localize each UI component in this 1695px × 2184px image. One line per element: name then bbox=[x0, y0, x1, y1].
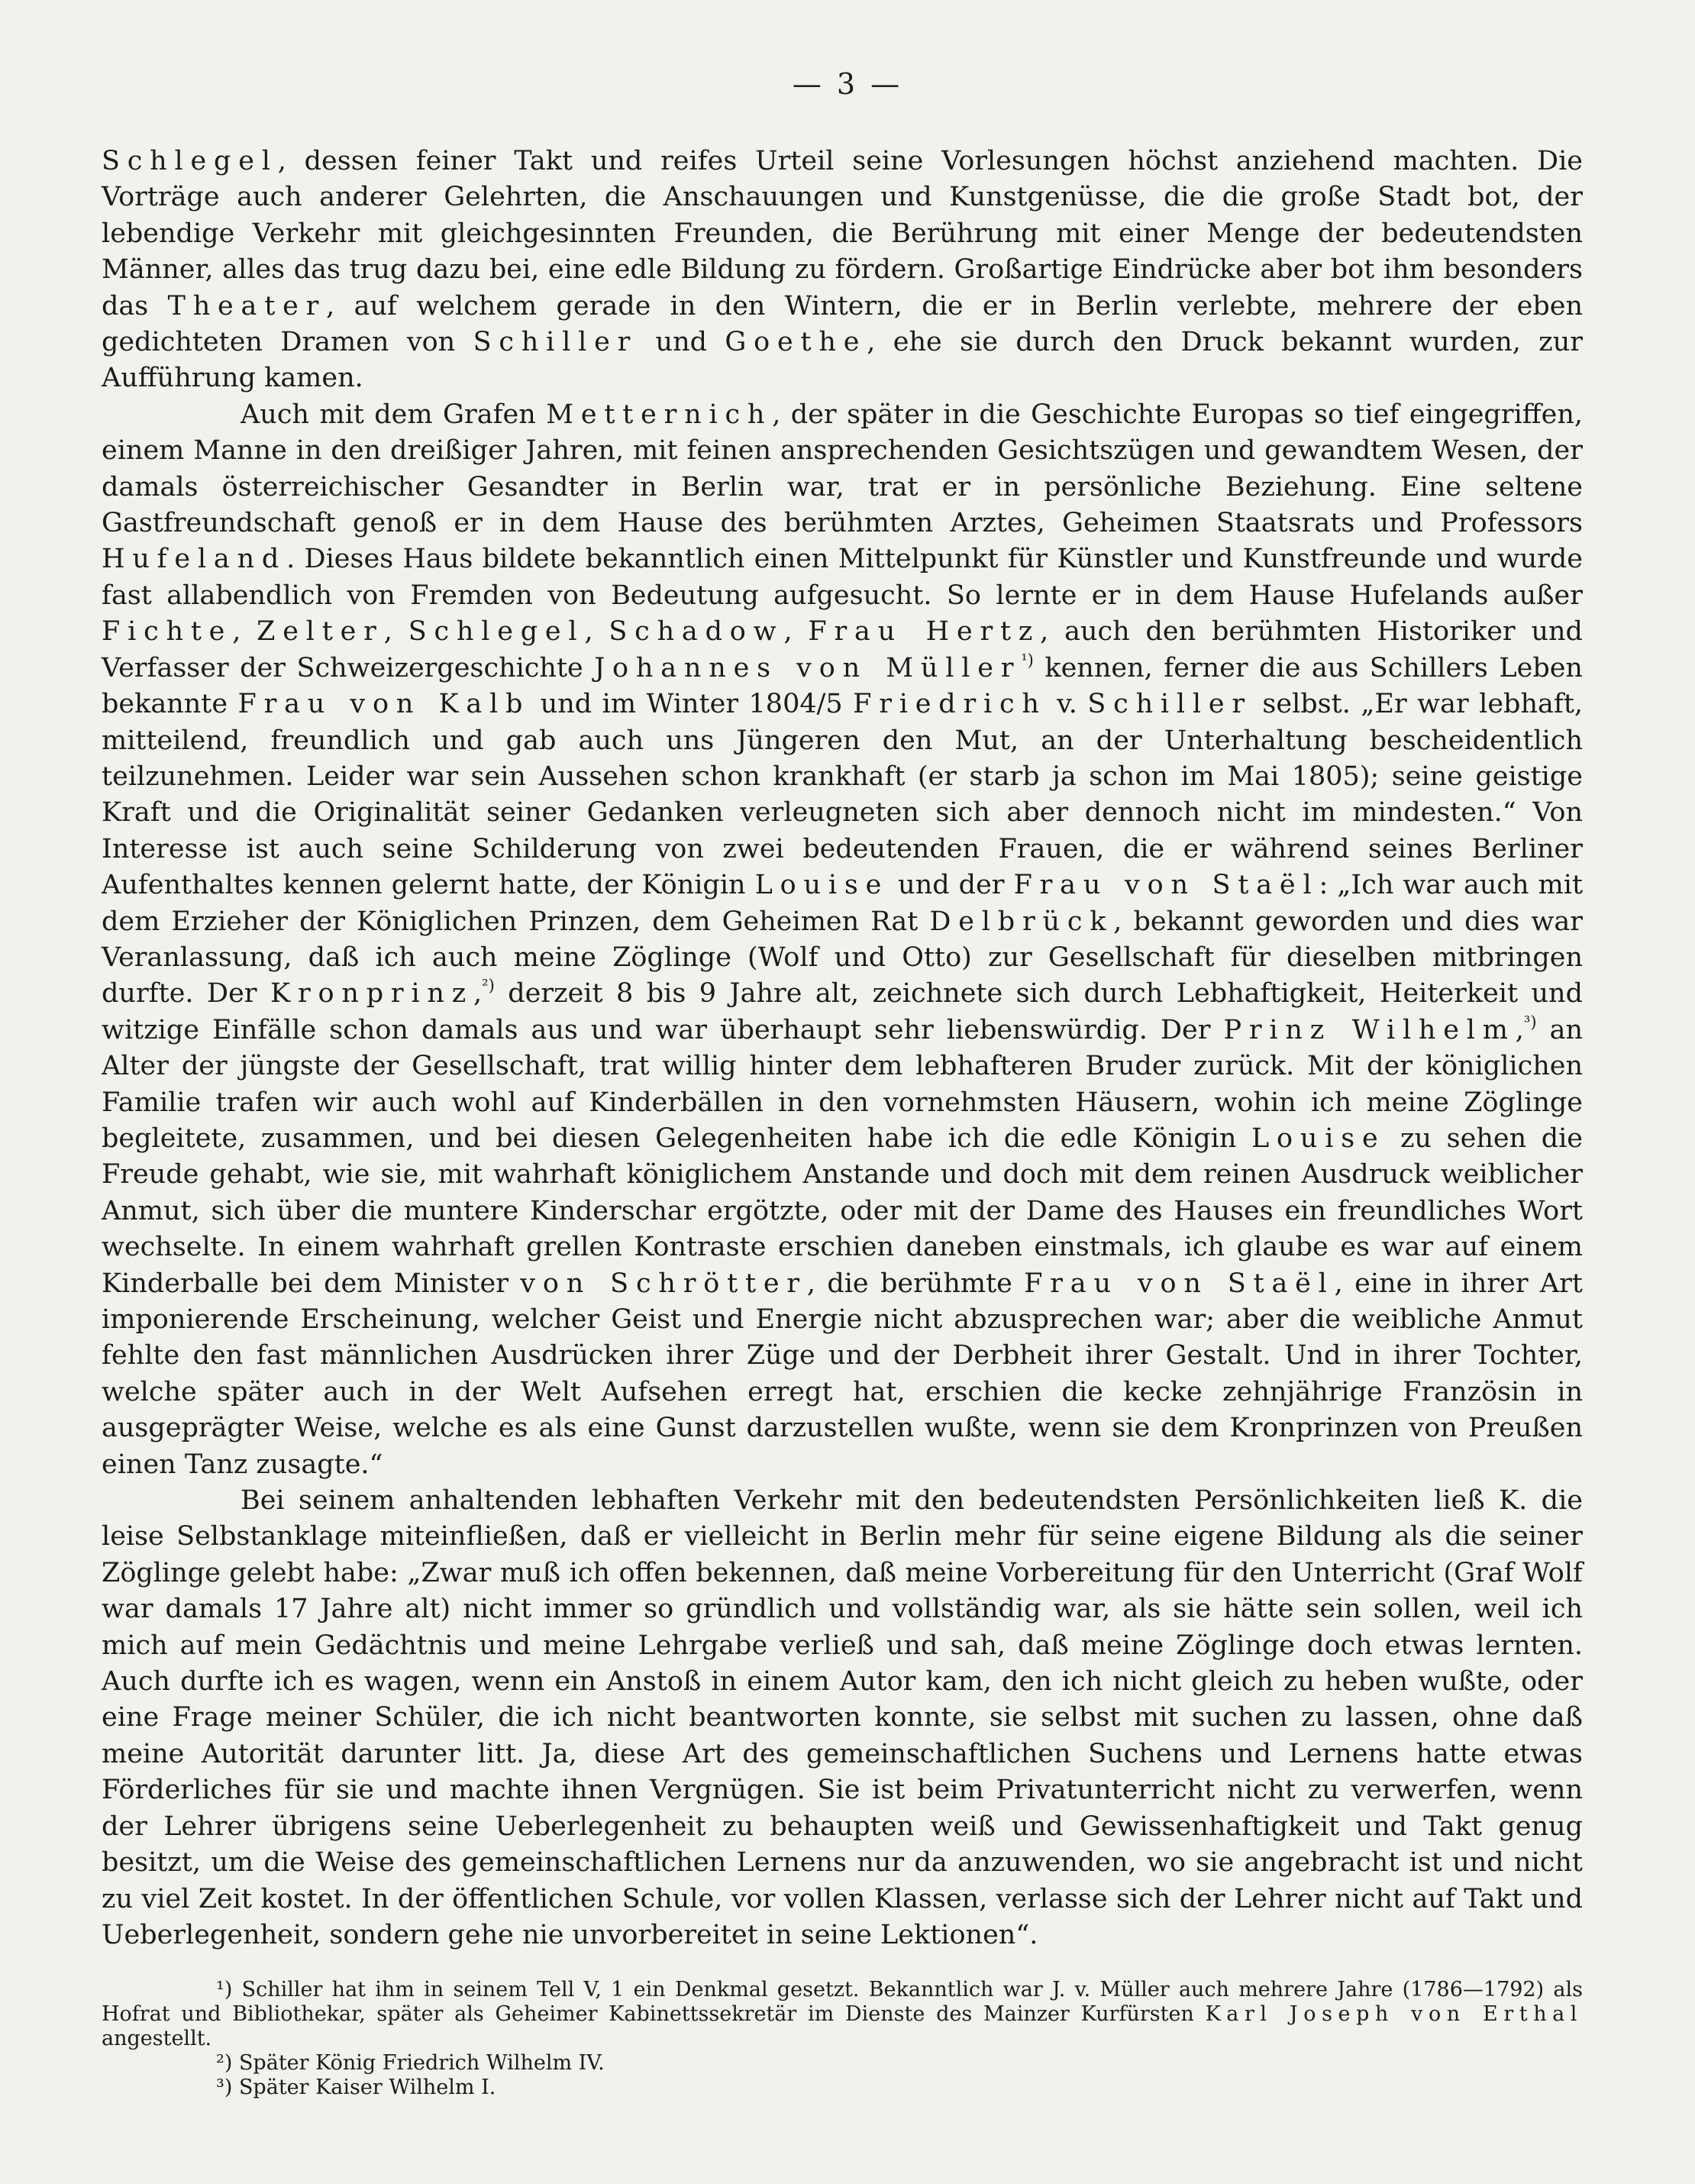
spaced-name: Schiller bbox=[473, 327, 638, 358]
spaced-name: Frau von Staël bbox=[1013, 870, 1319, 901]
text-run: , bbox=[232, 616, 257, 648]
text-run: , bekannt geworden und dies war Veranlassung, daß ich auch meine Zöglinge (Wolf und Otto) zur Gesellschaft für dieselben mitbringen durfte. Der bbox=[102, 906, 1583, 1010]
spaced-name: Karl Joseph von Erthal bbox=[1205, 2002, 1583, 2026]
text-run: , bbox=[473, 978, 483, 1010]
spaced-name: Fichte bbox=[102, 616, 233, 648]
page-number: — 3 — bbox=[792, 67, 903, 101]
spaced-name: Frau Hertz bbox=[808, 616, 1041, 648]
text-run: , bbox=[1515, 1014, 1524, 1045]
text-run: , eine in ihrer Art imponierende Erscheinung, welcher Geist und Energie nicht abzusprechen war; aber die weibliche Anmut fehlte den fast männlichen Ausdrücken ihrer Züge und der Derbheit ihrer Gestalt. Und in ihrer Tochter, welche später auch in der Welt Aufsehen erregt hat, erschien die kecke zehnjährige Französin in ausgeprägter Weise, welche es als eine Gunst darzustellen wußte, wenn sie dem Kronprinzen von Preußen einen Tanz zusagte.“ bbox=[102, 1268, 1583, 1480]
spaced-name: Goethe bbox=[725, 327, 867, 358]
text-run: derzeit 8 bis 9 Jahre alt, zeichnete sich durch Lebhaftigkeit, Heiterkeit und witzige Einfälle schon damals aus und war überhaupt sehr liebenswürdig. Der bbox=[102, 978, 1584, 1045]
spaced-name: Frau von Kalb bbox=[237, 689, 531, 720]
spaced-name: Kronprinz bbox=[270, 978, 474, 1010]
text-run: und im Winter 1804/5 bbox=[530, 689, 854, 720]
paragraph bbox=[102, 144, 1583, 397]
footnotes bbox=[102, 1978, 1583, 2100]
text-run: , bbox=[383, 616, 408, 648]
spaced-name: Schlegel bbox=[408, 616, 585, 648]
paragraph bbox=[102, 1483, 1583, 1953]
text-run: v. bbox=[1046, 689, 1088, 720]
text-run: , ehe sie durch den Druck bekannt wurden, zur Aufführung kamen. bbox=[102, 327, 1583, 394]
footnote-text-run: ¹) Schiller hat ihm in seinem Tell V, 1 ein Denkmal gesetzt. Bekanntlich war J. v. Müller auch mehrere Jahre (1786—1792) als Hofrat und Bibliothekar, später als Geheimer Kabinettssekretär im Dienste des Mainzer Kurfürsten bbox=[102, 1978, 1583, 2026]
text-run: kennen, ferner die aus Schillers Leben bekannte bbox=[102, 652, 1583, 720]
text-run: , der später in die Geschichte Europas so tief eingegriffen, einem Manne in den dreißiger Jahren, mit feinen ansprechenden Gesichtszügen und gewandtem Wesen, der damals österreichischer Gesandter in Berlin war, trat er in persönliche Beziehung. Eine seltene Gastfreundschaft genoß er in dem Hause des berühmten Arztes, Geheimen Staatsrats und Professors bbox=[102, 399, 1584, 539]
body-text bbox=[102, 144, 1583, 1953]
text-run: , die berühmte bbox=[806, 1268, 1025, 1299]
spaced-name: von Schrötter bbox=[520, 1268, 807, 1299]
spaced-name: Schadow bbox=[609, 616, 784, 648]
footnote-marker: ¹) bbox=[1021, 651, 1034, 669]
footnote-text-run: angestellt. bbox=[102, 2027, 212, 2050]
spaced-name: Frau von Staël bbox=[1024, 1268, 1335, 1299]
spaced-name: Theater bbox=[167, 290, 327, 321]
text-run: und bbox=[638, 327, 725, 358]
text-run: , bbox=[783, 616, 809, 648]
spaced-name: Johannes von Müller bbox=[594, 652, 1022, 683]
footnote-marker: ²) bbox=[482, 976, 495, 995]
text-run: selbst. „Er war lebhaft, mitteilend, freundlich und gab auch uns Jüngeren den Mut, an der Unterhaltung bescheidentlich teilzunehmen. Leider war sein Aussehen schon krankhaft (er starb ja schon im Mai 1805); seine geistige Kraft und die Originalität seiner Gedanken verleugneten sich aber dennoch nicht im mindesten.“ Von Interesse ist auch seine Schilderung von zwei bedeutenden Frauen, die er während seines Berliner Aufenthaltes kennen gelernt hatte, der Königin bbox=[102, 689, 1584, 901]
text-run: und der bbox=[889, 870, 1014, 901]
text-run: , auf welchem gerade in den Wintern, die er in Berlin verlebte, mehrere der eben gedichteten Dramen von bbox=[102, 290, 1583, 358]
text-run: , bbox=[584, 616, 609, 648]
text-run: , dessen feiner Takt und reifes Urteil seine Vorlesungen höchst anziehend machten. Die Vorträge auch anderer Gelehrten, die Anschauungen und Kunstgenüsse, die die große Stadt bot, der lebendige Verkehr mit gleichgesinnten Freunden, die Berührung mit einer Menge der bedeutendsten Männer, alles das trug dazu bei, eine edle Bildung zu fördern. Großartige Eindrücke aber bot ihm besonders das bbox=[102, 146, 1583, 321]
text-run: , auch den berühmten Historiker und Verfasser der Schweizergeschichte bbox=[102, 616, 1583, 683]
spaced-name: Zelter bbox=[257, 616, 384, 648]
spaced-name: Prinz Wilhelm bbox=[1223, 1014, 1516, 1045]
footnote-marker: ³) bbox=[1523, 1013, 1537, 1032]
footnote bbox=[102, 1978, 1583, 2051]
text-run: Auch mit dem Grafen bbox=[241, 399, 547, 430]
footnote bbox=[102, 2051, 1583, 2076]
spaced-name: Delbrück bbox=[929, 906, 1114, 937]
text-run: : „Ich war auch mit dem Erzieher der Königlichen Prinzen, dem Geheimen Rat bbox=[102, 870, 1584, 937]
text-run: Bei seinem anhaltenden lebhaften Verkehr mit den bedeutendsten Persönlichkeiten ließ K. die leise Selbstanklage miteinfließen, daß er vielleicht in Berlin mehr für seine eigene Bildung als die seiner Zöglinge gelebt habe: „Zwar muß ich offen bekennen, daß meine Vorbereitung für den Unterricht (Graf Wolf war damals 17 Jahre alt) nicht immer so gründlich und vollständig war, als sie hätte sein sollen, weil ich mich auf mein Gedächtnis und meine Lehrgabe verließ und sah, daß meine Zöglinge doch etwas lernten. Auch durfte ich es wagen, wenn ein Anstoß in einem Autor kam, den ich nicht gleich zu heben wußte, oder eine Frage meiner Schüler, die ich nicht beantworten konnte, sie selbst mit suchen zu lassen, ohne daß meine Autorität darunter litt. Ja, diese Art des gemeinschaftlichen Suchens und Lernens hatte etwas Förderliches für sie und machte ihnen Vergnügen. Sie ist beim Privatunterricht nicht zu verwerfen, wenn der Lehrer übrigens seine Ueberlegenheit zu behaupten weiß und Gewissenhaftigkeit und Takt genug besitzt, um die Weise des gemeinschaftlichen Lernens nur da anzuwenden, wo sie angebracht ist und nicht zu viel Zeit kostet. In der öffentlichen Schule, vor vollen Klassen, verlasse sich der Lehrer nicht auf Takt und Ueberlegenheit, sondern gehe nie unvorbereitet in seine Lektionen“. bbox=[102, 1485, 1583, 1950]
footnote-text-run: ³) Später Kaiser Wilhelm I. bbox=[216, 2076, 496, 2099]
footnote bbox=[102, 2076, 1583, 2100]
paragraph bbox=[102, 397, 1583, 1483]
footnote-text-run: ²) Später König Friedrich Wilhelm IV. bbox=[216, 2051, 605, 2075]
spaced-name: Louise bbox=[1251, 1123, 1386, 1154]
spaced-name: Schlegel bbox=[102, 146, 278, 176]
text-run: an Alter der jüngste der Gesellschaft, trat willig hinter dem lebhafteren Bruder zurück. Mit der königlichen Familie trafen wir auch wohl auf Kinderbällen in den vornehmsten Häusern, wohin ich meine Zöglinge begleitete, zusammen, und bei diesen Gelegenheiten habe ich die edle Königin bbox=[102, 1014, 1583, 1154]
spaced-name: Louise bbox=[754, 870, 889, 901]
spaced-name: Metternich bbox=[546, 399, 773, 430]
spaced-name: Schiller bbox=[1087, 689, 1252, 720]
spaced-name: Hufeland bbox=[102, 544, 287, 575]
spaced-name: Friedrich bbox=[853, 689, 1047, 720]
text-run: zu sehen die Freude gehabt, wie sie, mit wahrhaft königlichem Anstande und doch mit dem reinen Ausdruck weiblicher Anmut, sich über die muntere Kinderschar ergötzte, oder mit der Dame des Hauses ein freundliches Wort wechselte. In einem wahrhaft grellen Kontraste erschien daneben einstmals, ich glaube es war auf einem Kinderballe bei dem Minister bbox=[102, 1123, 1584, 1299]
text-run: . Dieses Haus bildete bekanntlich einen Mittelpunkt für Künstler und Kunstfreunde und wurde fast allabendlich von Fremden von Bedeutung aufgesucht. So lernte er in dem Hause Hufelands außer bbox=[102, 544, 1583, 611]
